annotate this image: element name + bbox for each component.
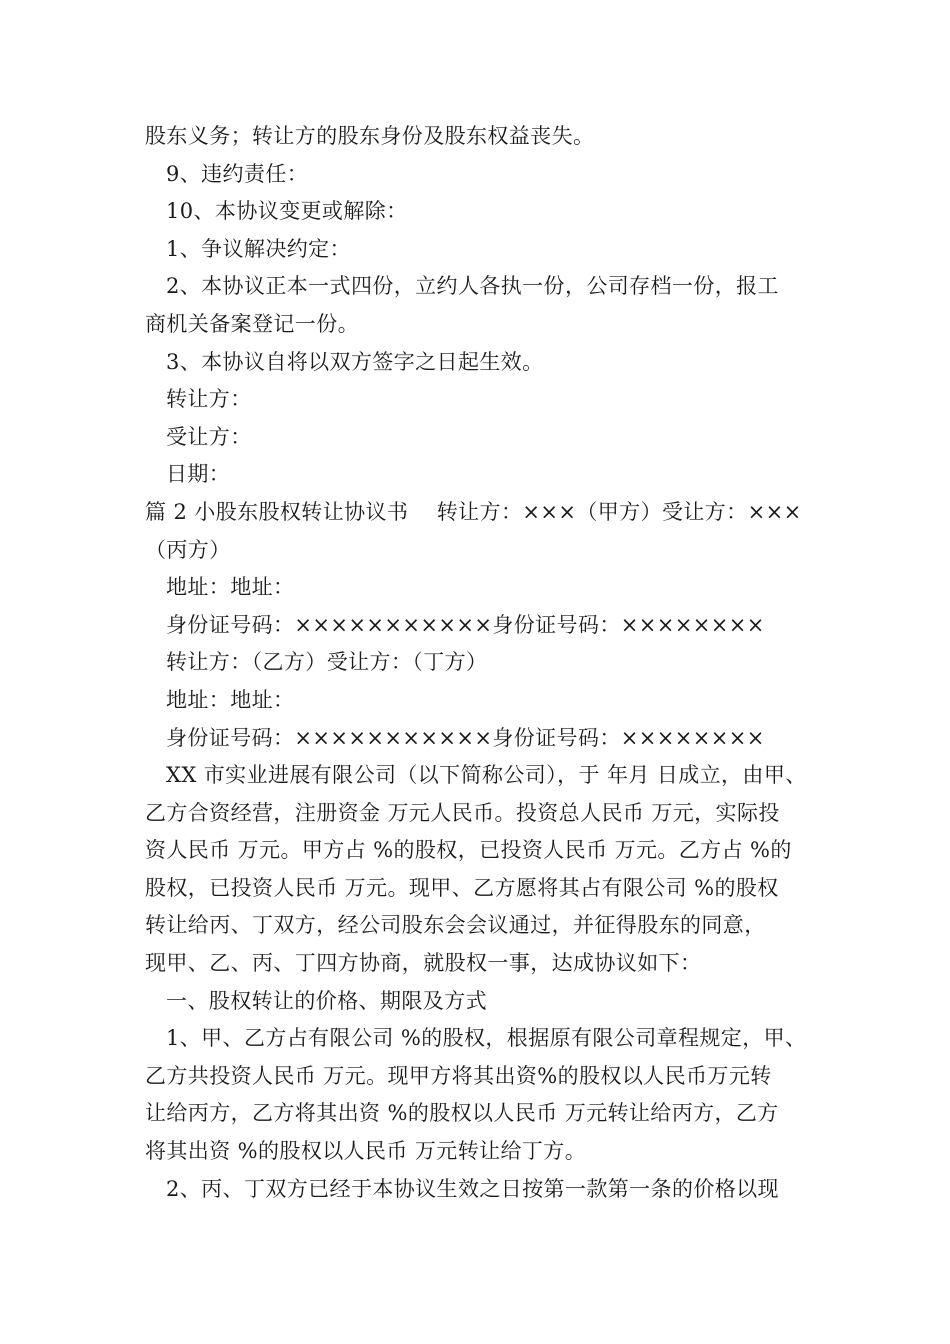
text-line: 让给丙方，乙方将其出资 %的股权以人民币 万元转让给丙方，乙方: [145, 1101, 779, 1126]
text-line: 3、本协议自将以双方签字之日起生效。: [166, 349, 544, 374]
text-line: 9、违约责任：: [166, 161, 309, 186]
text-line: 地址：地址：: [166, 575, 295, 600]
text-line: 身份证号码：×××××××××××身份证号码：××××××××: [166, 725, 765, 750]
signature-date-label: 日期：: [166, 462, 231, 487]
text-line: 2、本协议正本一式四份，立约人各执一份，公司存档一份，报工: [166, 274, 779, 299]
text-line: 股东义务；转让方的股东身份及股东权益丧失。: [145, 124, 595, 148]
text-line: 现甲、乙、丙、丁四方协商，就股权一事，达成协议如下：: [145, 951, 702, 976]
signature-transferor-label: 转让方：: [166, 387, 252, 412]
text-line: 1、甲、乙方占有限公司 %的股权，根据原有限公司章程规定，甲、: [166, 1026, 807, 1051]
section-heading: 篇 2 小股东股权转让协议书 转让方：×××（甲方）受让方：×××: [145, 499, 802, 524]
text-line: 股权，已投资人民币 万元。现甲、乙方愿将其占有限公司 %的股权: [145, 875, 779, 900]
text-line: 转让给丙、丁双方，经公司股东会会议通过，并征得股东的同意，: [145, 913, 766, 938]
text-line: 将其出资 %的股权以人民币 万元转让给丁方。: [145, 1139, 587, 1164]
text-line: 商机关备案登记一份。: [145, 311, 359, 336]
text-line: 身份证号码：×××××××××××身份证号码：××××××××: [166, 612, 765, 637]
document-body: [145, 118, 815, 1208]
text-line: XX 市实业进展有限公司（以下简称公司），于 年月 日成立，由甲、: [166, 763, 807, 788]
text-line: 转让方：（乙方）受让方：（丁方）: [166, 650, 488, 675]
text-line: 资人民币 万元。甲方占 %的股权，已投资人民币 万元。乙方占 %的: [145, 838, 792, 863]
text-line: 地址：地址：: [166, 687, 295, 712]
text-line: 2、丙、丁双方已经于本协议生效之日按第一款第一条的价格以现: [166, 1176, 779, 1201]
signature-transferee-label: 受让方：: [166, 424, 252, 449]
clause-heading: 一、股权转让的价格、期限及方式: [166, 988, 487, 1013]
text-line: 乙方合资经营，注册资金 万元人民币。投资总人民币 万元，实际投: [145, 800, 780, 825]
text-line: （丙方）: [145, 537, 231, 562]
text-line: 1、争议解决约定：: [166, 236, 351, 261]
text-line: 乙方共投资人民币 万元。现甲方将其出资%的股权以人民币万元转: [145, 1063, 772, 1088]
text-line: 10、本协议变更或解除：: [166, 199, 408, 224]
